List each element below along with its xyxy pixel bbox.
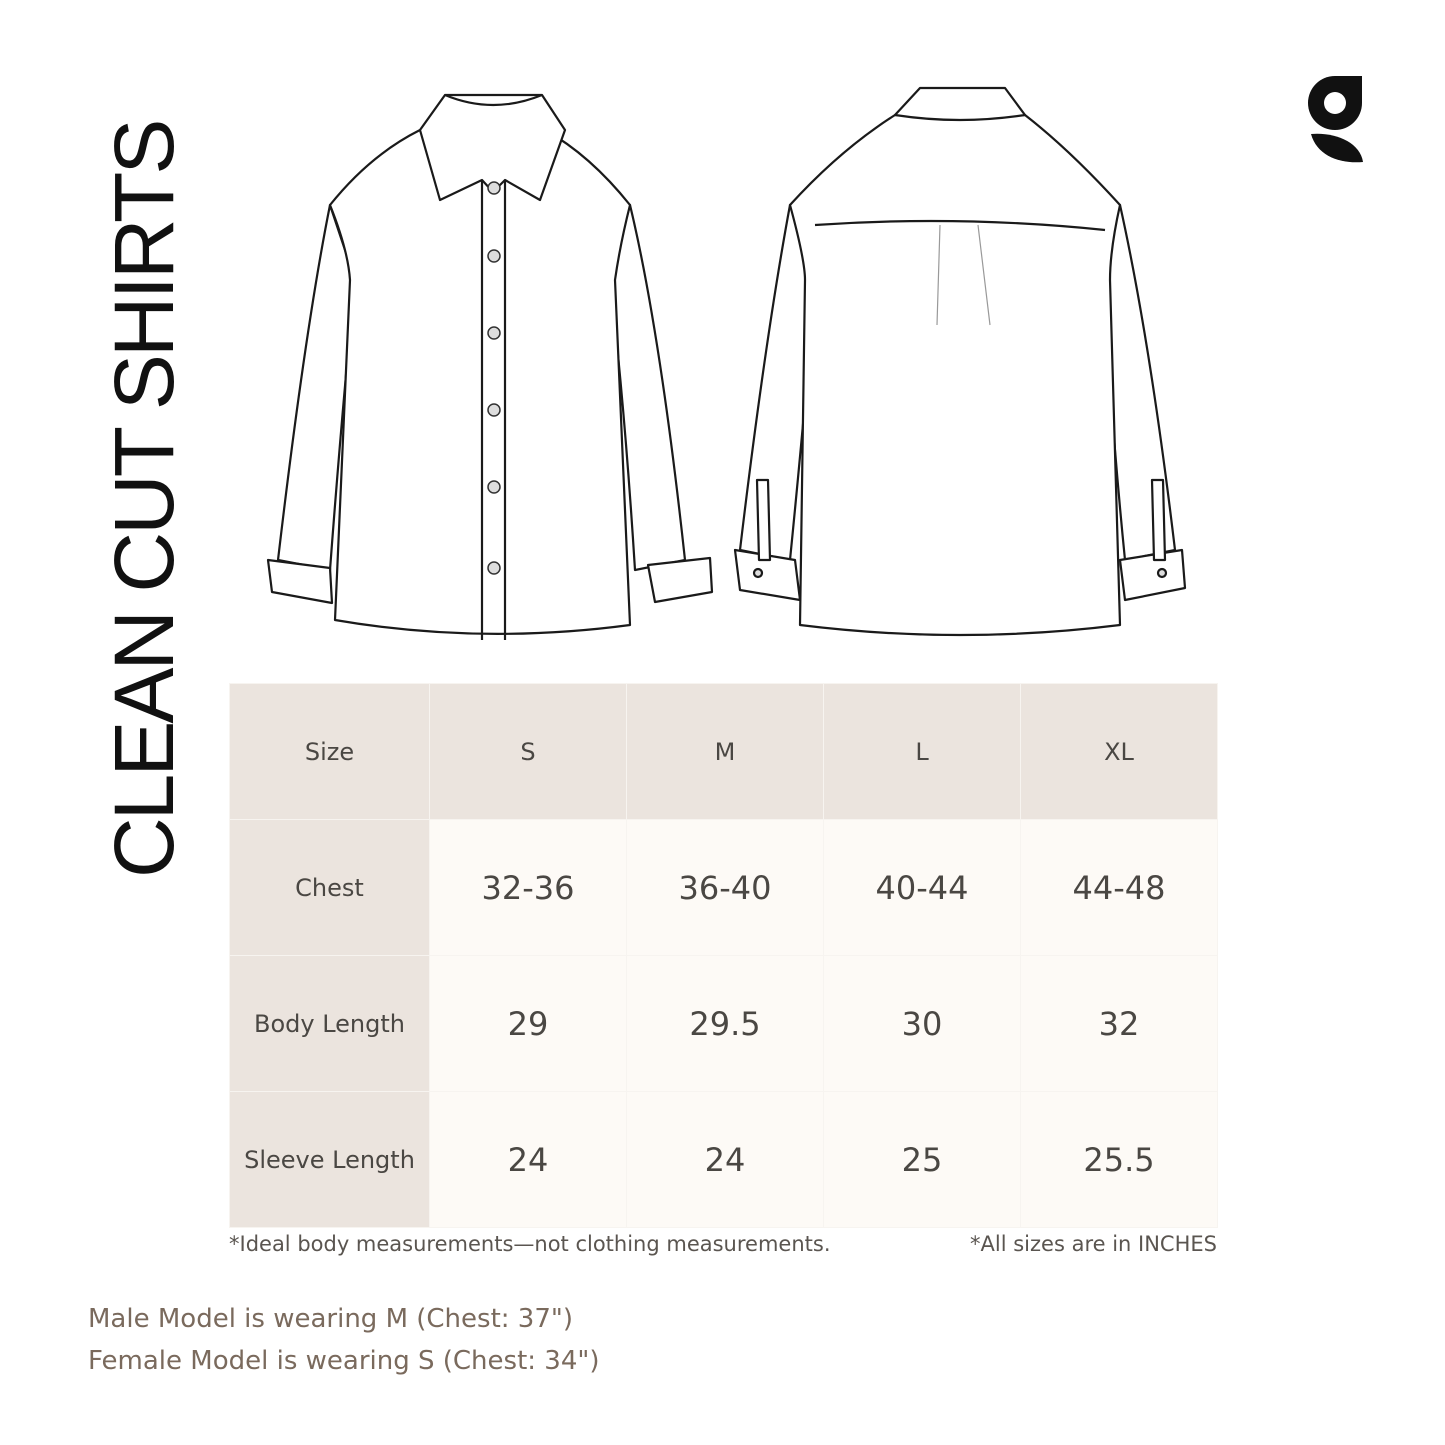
row-label-chest: Chest [230,820,430,956]
table-cell: 25.5 [1021,1092,1218,1228]
shirt-back-sketch [735,88,1185,635]
male-model-info: Male Model is wearing M (Chest: 37") [88,1304,573,1334]
page-title: CLEAN CUT SHIRTS [97,121,191,878]
g-brand-logo-icon [1305,72,1365,164]
table-cell: 32 [1021,956,1218,1092]
header-xl: XL [1021,684,1218,820]
table-cell: 44-48 [1021,820,1218,956]
table-cell: 32-36 [430,820,627,956]
units-note: *All sizes are in INCHES [970,1232,1217,1256]
row-label-sleeve-length: Sleeve Length [230,1092,430,1228]
measurement-note: *Ideal body measurements—not clothing measurements. [229,1232,831,1256]
table-row [230,1092,1218,1228]
table-cell: 24 [627,1092,824,1228]
female-model-info: Female Model is wearing S (Chest: 34") [88,1346,600,1376]
row-label-body-length: Body Length [230,956,430,1092]
shirt-flat-sketches [260,80,1200,655]
table-cell: 30 [824,956,1021,1092]
size-header-row [230,684,1218,820]
table-cell: 25 [824,1092,1021,1228]
table-cell: 24 [430,1092,627,1228]
table-row [230,956,1218,1092]
header-l: L [824,684,1021,820]
table-cell: 29 [430,956,627,1092]
header-size: Size [230,684,430,820]
table-cell: 40-44 [824,820,1021,956]
shirt-front-sketch [268,95,712,640]
table-cell: 36-40 [627,820,824,956]
table-row [230,820,1218,956]
size-chart-table [229,683,1218,1228]
header-m: M [627,684,824,820]
header-s: S [430,684,627,820]
table-cell: 29.5 [627,956,824,1092]
